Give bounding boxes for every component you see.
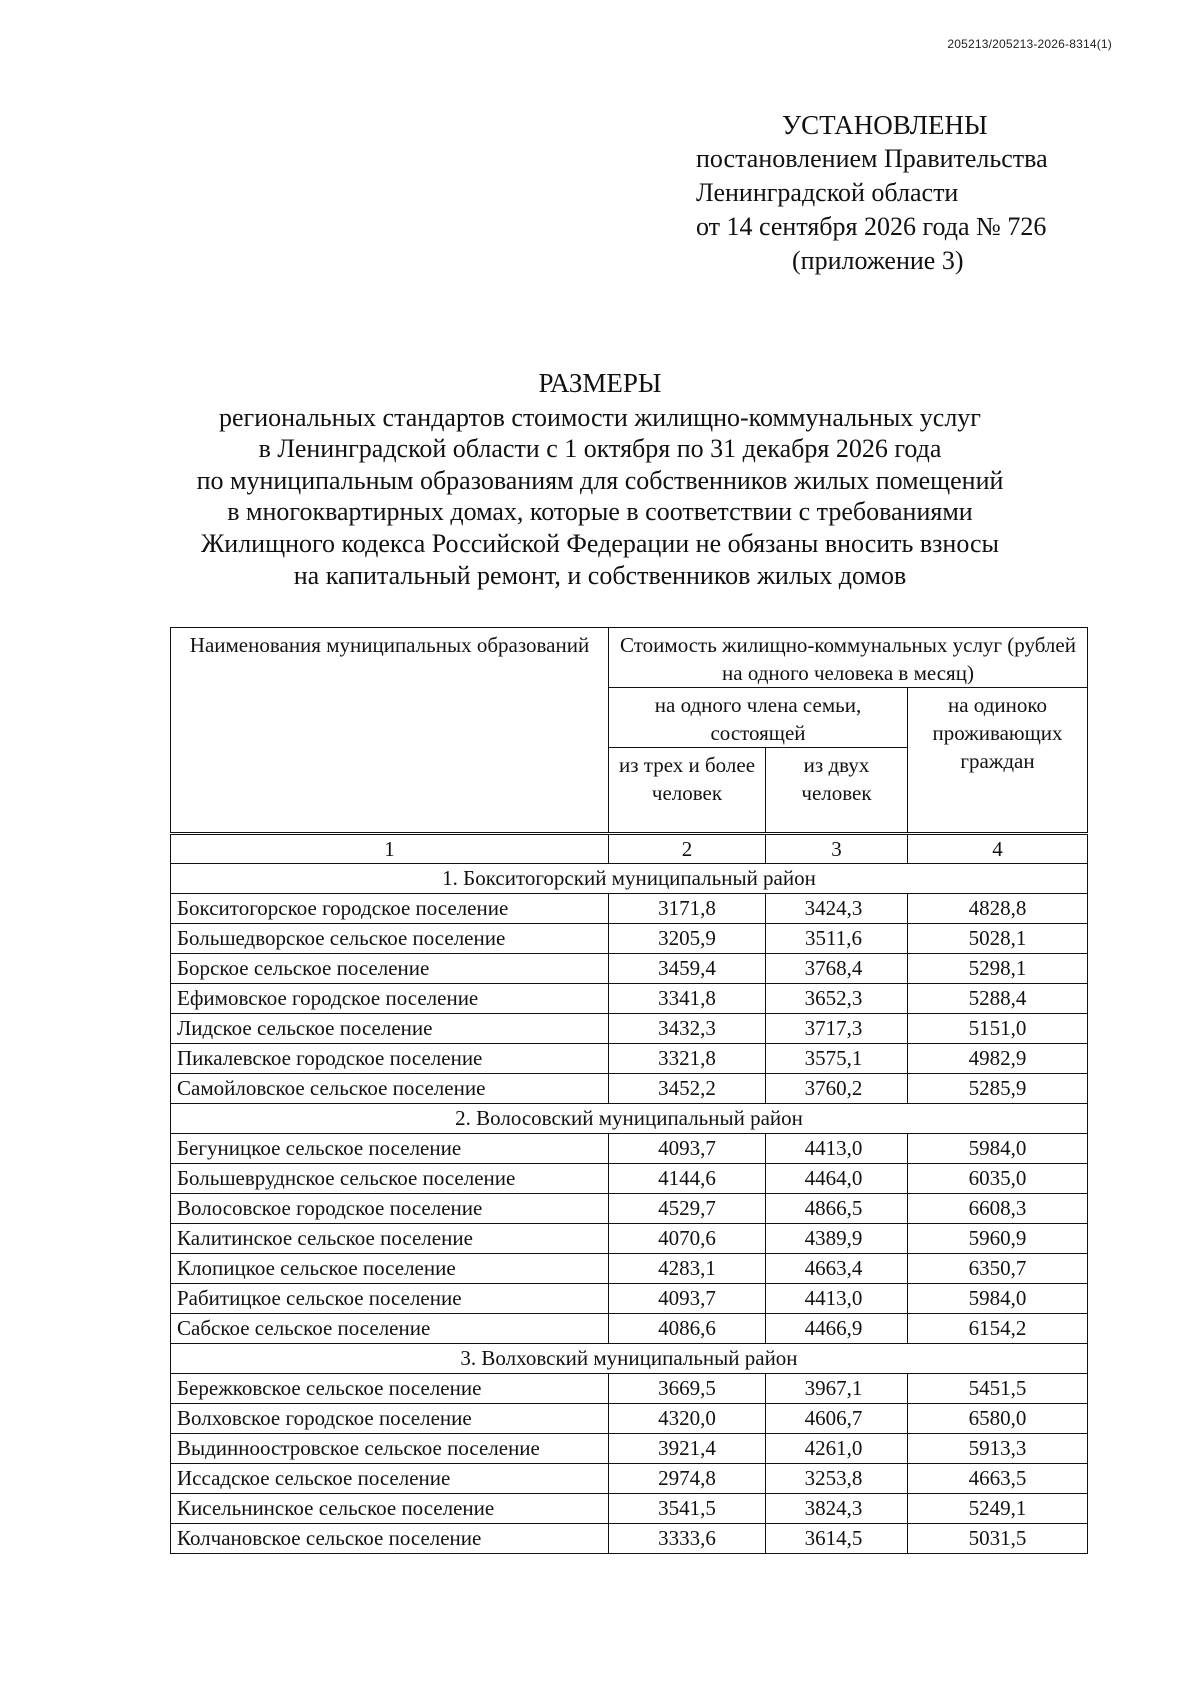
municipality-name: Ефимовское городское поселение [171,984,609,1014]
document-title-block [0,368,1200,591]
table-row [171,1254,1088,1284]
value-two: 3717,3 [766,1014,908,1044]
value-single: 6350,7 [908,1254,1088,1284]
table-row [171,1494,1088,1524]
value-single: 5984,0 [908,1134,1088,1164]
value-two: 3652,3 [766,984,908,1014]
value-three-plus: 4320,0 [609,1404,766,1434]
value-three-plus: 3669,5 [609,1374,766,1404]
value-three-plus: 3452,2 [609,1074,766,1104]
value-single: 5288,4 [908,984,1088,1014]
value-single: 4663,5 [908,1464,1088,1494]
document-title: РАЗМЕРЫ [538,368,662,398]
value-three-plus: 3541,5 [609,1494,766,1524]
approval-line: постановлением Правительства [696,144,1048,173]
table-row [171,1194,1088,1224]
value-two: 3253,8 [766,1464,908,1494]
header-cost: Стоимость жилищно-коммунальных услуг (рублей на одного человека в месяц) [609,628,1088,688]
value-two: 3768,4 [766,954,908,984]
value-three-plus: 4144,6 [609,1164,766,1194]
value-single: 5451,5 [908,1374,1088,1404]
value-three-plus: 4283,1 [609,1254,766,1284]
municipality-name: Лидское сельское поселение [171,1014,609,1044]
column-number: 2 [609,834,766,864]
value-three-plus: 3171,8 [609,894,766,924]
value-two: 4413,0 [766,1284,908,1314]
district-name: 1. Бокситогорский муниципальный район [171,864,1088,894]
subtitle-line: Жилищного кодекса Российской Федерации не обязаны вносить взносы [200,528,999,558]
value-three-plus: 3459,4 [609,954,766,984]
value-two: 3967,1 [766,1374,908,1404]
subtitle-line: по муниципальным образованиям для собственников жилых помещений [196,465,1004,495]
table-row [171,1284,1088,1314]
value-two: 3511,6 [766,924,908,954]
value-two: 3824,3 [766,1494,908,1524]
municipality-name: Борское сельское поселение [171,954,609,984]
header-three-plus: из трех и более человек [609,748,766,834]
district-name: 2. Волосовский муниципальный район [171,1104,1088,1134]
value-three-plus: 3333,6 [609,1524,766,1554]
value-two: 3760,2 [766,1074,908,1104]
municipality-name: Кисельнинское сельское поселение [171,1494,609,1524]
value-three-plus: 4086,6 [609,1314,766,1344]
municipality-name: Сабское сельское поселение [171,1314,609,1344]
municipality-name: Бокситогорское городское поселение [171,894,609,924]
municipality-name: Колчановское сельское поселение [171,1524,609,1554]
value-single: 5984,0 [908,1284,1088,1314]
value-single: 6035,0 [908,1164,1088,1194]
table-row [171,924,1088,954]
table-row [171,954,1088,984]
header-family-member: на одного члена семьи, состоящей [609,688,908,748]
district-row [171,1344,1088,1374]
table-row [171,1524,1088,1554]
table-row [171,1374,1088,1404]
municipality-name: Рабитицкое сельское поселение [171,1284,609,1314]
municipality-name: Бегуницкое сельское поселение [171,1134,609,1164]
district-row [171,864,1088,894]
municipality-name: Самойловское сельское поселение [171,1074,609,1104]
table-row [171,1314,1088,1344]
municipality-name: Волосовское городское поселение [171,1194,609,1224]
value-single: 5031,5 [908,1524,1088,1554]
header-two: из двух человек [766,748,908,834]
subtitle-line: в многоквартирных домах, которые в соответствии с требованиями [227,497,973,527]
municipality-name: Иссадское сельское поселение [171,1464,609,1494]
value-three-plus: 4093,7 [609,1134,766,1164]
value-three-plus: 3321,8 [609,1044,766,1074]
approval-line: (приложение 3) [792,246,964,275]
value-single: 6608,3 [908,1194,1088,1224]
value-single: 5151,0 [908,1014,1088,1044]
district-row [171,1104,1088,1134]
header-municipality: Наименования муниципальных образований [171,628,609,834]
table-row [171,1434,1088,1464]
table-body [171,864,1088,1554]
value-three-plus: 3432,3 [609,1014,766,1044]
value-two: 3614,5 [766,1524,908,1554]
tariff-table [170,627,1088,1554]
table-row [171,1404,1088,1434]
municipality-name: Клопицкое сельское поселение [171,1254,609,1284]
value-single: 6580,0 [908,1404,1088,1434]
table-row [171,1134,1088,1164]
table-row [171,1074,1088,1104]
value-single: 6154,2 [908,1314,1088,1344]
value-single: 5285,9 [908,1074,1088,1104]
municipality-name: Большевруднское сельское поселение [171,1164,609,1194]
value-single: 5913,3 [908,1434,1088,1464]
municipality-name: Пикалевское городское поселение [171,1044,609,1074]
header-single: на одиноко проживающих граждан [908,688,1088,834]
document-id: 205213/205213-2026-8314(1) [947,37,1112,51]
district-name: 3. Волховский муниципальный район [171,1344,1088,1374]
table-row [171,1044,1088,1074]
value-two: 4466,9 [766,1314,908,1344]
municipality-name: Бережковское сельское поселение [171,1374,609,1404]
municipality-name: Большедворское сельское поселение [171,924,609,954]
subtitle-line: на капитальный ремонт, и собственников жилых домов [293,560,907,590]
value-single: 5960,9 [908,1224,1088,1254]
value-two: 4413,0 [766,1134,908,1164]
subtitle-line: в Ленинградской области с 1 октября по 31 декабря 2026 года [258,434,942,464]
table-row [171,1464,1088,1494]
value-three-plus: 2974,8 [609,1464,766,1494]
table-row [171,984,1088,1014]
approval-line: Ленинградской области [696,178,959,207]
municipality-name: Калитинское сельское поселение [171,1224,609,1254]
value-single: 5028,1 [908,924,1088,954]
value-two: 3575,1 [766,1044,908,1074]
value-three-plus: 4070,6 [609,1224,766,1254]
value-three-plus: 4529,7 [609,1194,766,1224]
column-number: 3 [766,834,908,864]
value-two: 4389,9 [766,1224,908,1254]
approval-line: от 14 сентября 2026 года № 726 [696,212,1047,241]
column-number: 1 [171,834,609,864]
value-single: 5249,1 [908,1494,1088,1524]
value-two: 4606,7 [766,1404,908,1434]
value-single: 4982,9 [908,1044,1088,1074]
municipality-name: Волховское городское поселение [171,1404,609,1434]
value-two: 3424,3 [766,894,908,924]
table-row [171,1014,1088,1044]
value-three-plus: 3921,4 [609,1434,766,1464]
value-three-plus: 4093,7 [609,1284,766,1314]
value-single: 5298,1 [908,954,1088,984]
subtitle-line: региональных стандартов стоимости жилищно-коммунальных услуг [219,402,981,432]
column-number: 4 [908,834,1088,864]
value-two: 4261,0 [766,1434,908,1464]
value-single: 4828,8 [908,894,1088,924]
approval-stamp [696,108,1116,278]
table-row [171,894,1088,924]
value-two: 4663,4 [766,1254,908,1284]
municipality-name: Выдинноостровское сельское поселение [171,1434,609,1464]
value-two: 4866,5 [766,1194,908,1224]
table-row [171,1164,1088,1194]
table-row [171,1224,1088,1254]
approval-line: УСТАНОВЛЕНЫ [782,110,988,140]
value-three-plus: 3341,8 [609,984,766,1014]
value-three-plus: 3205,9 [609,924,766,954]
value-two: 4464,0 [766,1164,908,1194]
